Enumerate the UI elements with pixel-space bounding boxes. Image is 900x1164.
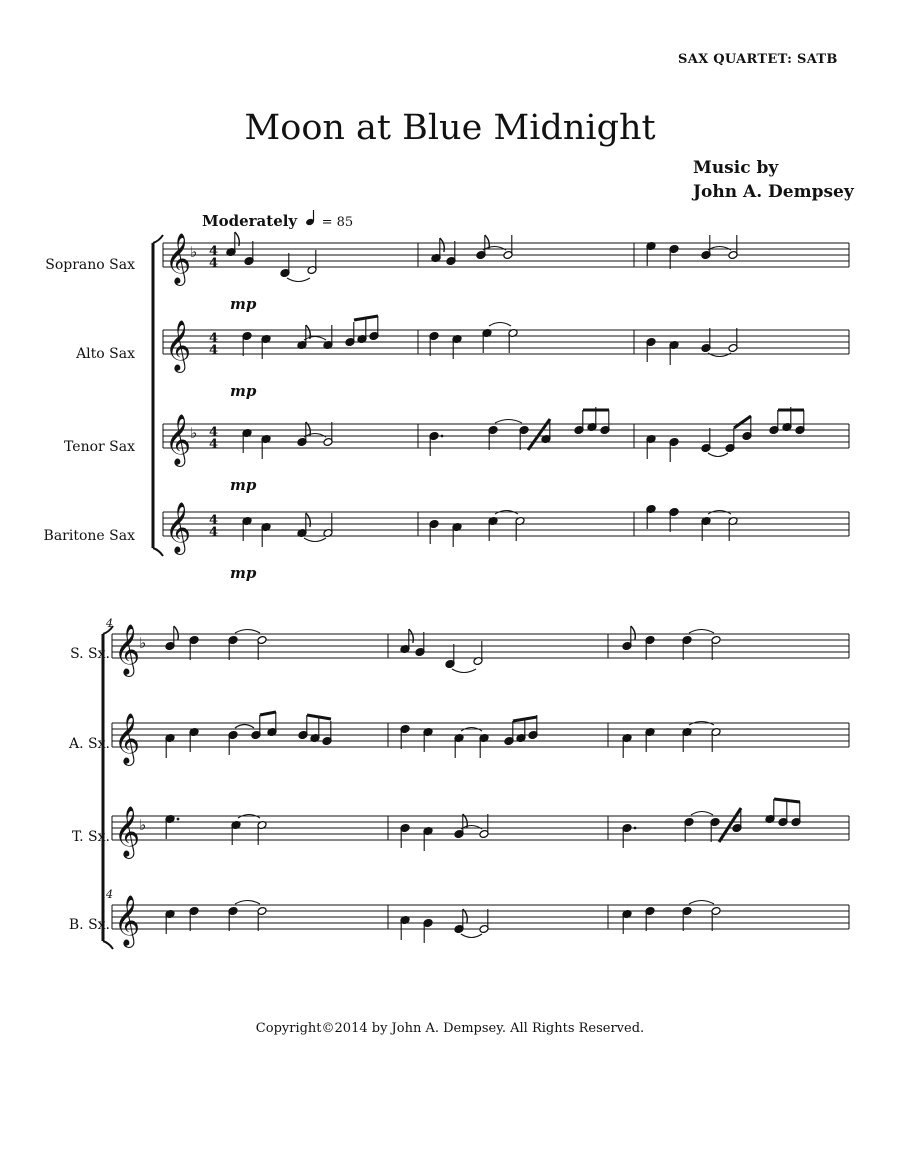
tie-curve	[691, 812, 713, 816]
treble-clef-icon: 𝄞	[165, 320, 192, 371]
note-beam	[260, 712, 276, 715]
note-flag	[409, 629, 414, 643]
note-beam	[354, 316, 378, 320]
instrument-short-baritone: B. Sx.	[68, 917, 110, 933]
tempo-bpm: = 85	[321, 215, 354, 230]
treble-clef-icon: 𝄞	[165, 414, 192, 465]
tie-curve	[689, 901, 714, 905]
note-beam	[307, 715, 331, 719]
treble-clef-icon: 𝄞	[114, 895, 141, 946]
note-beam	[774, 799, 800, 802]
key-flat-icon: ♭	[190, 243, 198, 261]
tie-curve	[287, 278, 310, 282]
tie-curve	[304, 337, 326, 341]
measure-number: 4	[106, 617, 113, 630]
instrument-name-tenor: Tenor Sax	[64, 439, 135, 455]
system-bracket-top	[153, 235, 163, 243]
treble-clef-icon: 𝄞	[114, 806, 141, 857]
note-beam	[734, 416, 751, 428]
system-bracket-bottom	[103, 941, 113, 949]
tie-curve	[689, 630, 714, 634]
note-flag	[306, 513, 311, 527]
tempo-text: Moderately	[202, 212, 298, 230]
time-signature-numerator: 4	[209, 425, 219, 440]
system-bracket-bottom	[153, 548, 163, 556]
treble-clef-icon: 𝄞	[114, 624, 141, 675]
instrument-name-baritone: Baritone Sax	[43, 528, 135, 544]
instrument-name-soprano: Soprano Sax	[45, 257, 135, 273]
key-flat-icon: ♭	[139, 816, 147, 834]
dynamic-marking: mp	[230, 295, 257, 313]
music-by-label: Music by	[693, 158, 779, 178]
tie-curve	[461, 934, 482, 938]
note-flag	[235, 232, 240, 246]
treble-clef-icon: 𝄞	[114, 713, 141, 764]
tie-curve	[452, 669, 476, 673]
note-dot	[441, 435, 444, 438]
tie-curve	[489, 323, 511, 327]
instrument-short-alto: A. Sx.	[69, 736, 110, 752]
instrument-short-soprano: S. Sx.	[70, 646, 110, 662]
note-flag	[440, 238, 445, 252]
dynamic-marking: mp	[230, 476, 257, 494]
time-signature-denominator: 4	[209, 525, 219, 540]
treble-clef-icon: 𝄞	[165, 502, 192, 553]
note-flag	[631, 626, 636, 640]
time-signature-numerator: 4	[209, 244, 219, 259]
time-signature-denominator: 4	[209, 343, 219, 358]
key-flat-icon: ♭	[139, 634, 147, 652]
note-dot	[634, 827, 637, 830]
dynamic-marking: mp	[230, 564, 257, 582]
tie-curve	[235, 901, 260, 905]
copyright-notice: Copyright©2014 by John A. Dempsey. All Rights Reserved.	[255, 1021, 645, 1036]
time-signature-denominator: 4	[209, 437, 219, 452]
dynamic-marking: mp	[230, 382, 257, 400]
ensemble-label: SAX QUARTET: SATB	[678, 52, 838, 67]
treble-clef-icon: 𝄞	[165, 233, 192, 284]
note-flag	[174, 626, 179, 640]
time-signature-denominator: 4	[209, 256, 219, 271]
tie-curve	[495, 420, 522, 424]
time-signature-numerator: 4	[209, 331, 219, 346]
time-signature-numerator: 4	[209, 513, 219, 528]
page-title: Moon at Blue Midnight	[244, 108, 656, 148]
note-dot	[177, 818, 180, 821]
tie-curve	[235, 725, 254, 729]
tie-curve	[304, 538, 326, 542]
key-flat-icon: ♭	[190, 424, 198, 442]
composer-name: John A. Dempsey	[693, 182, 854, 202]
measure-number: 4	[106, 888, 113, 901]
tie-curve	[235, 630, 260, 634]
tie-curve	[708, 453, 728, 457]
instrument-short-tenor: T. Sx.	[71, 829, 110, 845]
instrument-name-alto: Alto Sax	[76, 346, 135, 362]
note-beam	[513, 717, 537, 721]
